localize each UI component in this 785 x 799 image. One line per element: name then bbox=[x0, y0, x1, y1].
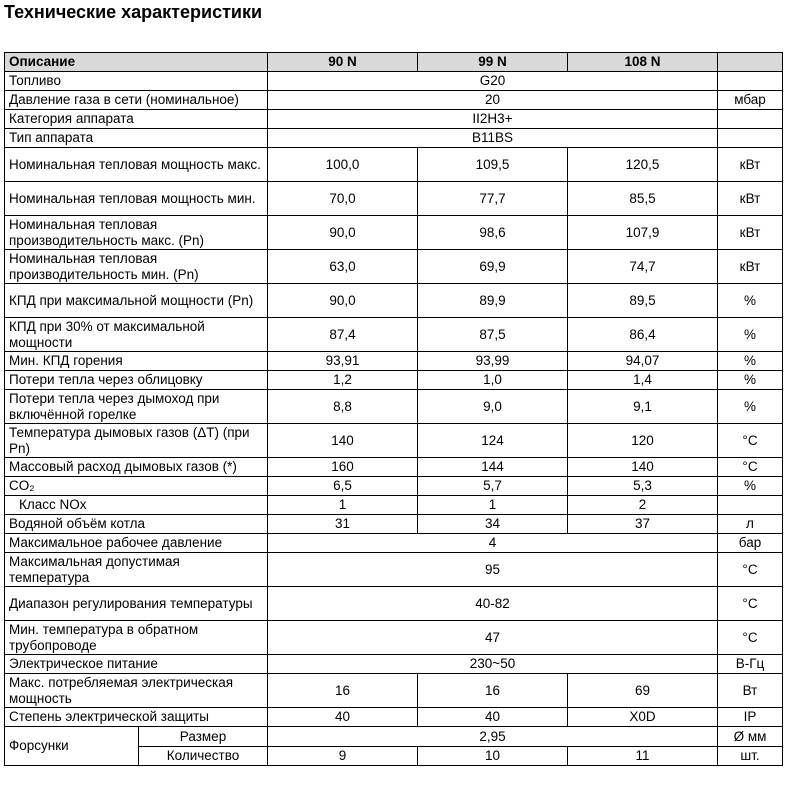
value-99n: 1,0 bbox=[418, 371, 568, 390]
row-unit: % bbox=[718, 284, 783, 318]
row-unit bbox=[718, 110, 783, 129]
value-90n: 100,0 bbox=[268, 148, 418, 182]
value-108n: 69 bbox=[568, 674, 718, 708]
table-row bbox=[5, 674, 783, 708]
row-label: Мин. температура в обратном трубопроводе bbox=[5, 621, 268, 655]
value-99n: 89,9 bbox=[418, 284, 568, 318]
table-row bbox=[5, 655, 783, 674]
value-90n: 6,5 bbox=[268, 477, 418, 496]
row-unit: шт. bbox=[718, 746, 783, 766]
row-unit: °C bbox=[718, 424, 783, 458]
row-label: Тип аппарата bbox=[5, 129, 268, 148]
value-99n: 40 bbox=[418, 708, 568, 727]
table-row bbox=[5, 216, 783, 250]
row-label: КПД при 30% от максимальной мощности bbox=[5, 318, 268, 352]
value-90n: 90,0 bbox=[268, 216, 418, 250]
table-row bbox=[5, 534, 783, 553]
row-unit: % bbox=[718, 390, 783, 424]
value-108n: 89,5 bbox=[568, 284, 718, 318]
row-label: Электрическое питание bbox=[5, 655, 268, 674]
row-unit: % bbox=[718, 371, 783, 390]
table-row bbox=[5, 477, 783, 496]
value-99n: 69,9 bbox=[418, 250, 568, 284]
row-value: 2,95 bbox=[268, 727, 718, 747]
table-row bbox=[5, 182, 783, 216]
row-label: Максимальная допустимая температура bbox=[5, 553, 268, 587]
row-label: Номинальная тепловая производительность мин. (Pn) bbox=[5, 250, 268, 284]
nozzles-count-label: Количество bbox=[166, 748, 240, 763]
value-108n: 11 bbox=[568, 746, 718, 766]
value-90n: 1,2 bbox=[268, 371, 418, 390]
row-value: 4 bbox=[268, 534, 718, 553]
table-row bbox=[5, 390, 783, 424]
value-108n: 5,3 bbox=[568, 477, 718, 496]
row-label: КПД при максимальной мощности (Pn) bbox=[5, 284, 268, 318]
row-unit: В-Гц bbox=[718, 655, 783, 674]
value-90n: 31 bbox=[268, 515, 418, 534]
table-row bbox=[5, 515, 783, 534]
row-value: II2H3+ bbox=[268, 110, 718, 129]
row-label: Массовый расход дымовых газов (*) bbox=[5, 458, 268, 477]
value-90n: 140 bbox=[268, 424, 418, 458]
row-label: Максимальное рабочее давление bbox=[5, 534, 268, 553]
value-90n: 87,4 bbox=[268, 318, 418, 352]
header-unit bbox=[718, 53, 783, 72]
value-90n: 1 bbox=[268, 496, 418, 515]
value-90n: 8,8 bbox=[268, 390, 418, 424]
row-label: Водяной объём котла bbox=[5, 515, 268, 534]
value-90n: 93,91 bbox=[268, 352, 418, 371]
header-model-90n: 90 N bbox=[268, 53, 418, 72]
table-row bbox=[5, 129, 783, 148]
value-99n: 34 bbox=[418, 515, 568, 534]
value-108n: 9,1 bbox=[568, 390, 718, 424]
table-row bbox=[5, 318, 783, 352]
row-unit bbox=[718, 129, 783, 148]
row-value: 47 bbox=[268, 621, 718, 655]
value-90n: 90,0 bbox=[268, 284, 418, 318]
table-row bbox=[5, 727, 783, 747]
value-90n: 40 bbox=[268, 708, 418, 727]
table-header-row bbox=[5, 53, 783, 72]
row-value: 95 bbox=[268, 553, 718, 587]
row-unit: °C bbox=[718, 621, 783, 655]
value-108n: 74,7 bbox=[568, 250, 718, 284]
value-90n: 160 bbox=[268, 458, 418, 477]
table-row bbox=[5, 250, 783, 284]
header-model-108n: 108 N bbox=[568, 53, 718, 72]
row-label: Давление газа в сети (номинальное) bbox=[5, 91, 268, 110]
value-99n: 144 bbox=[418, 458, 568, 477]
value-99n: 16 bbox=[418, 674, 568, 708]
row-label: Категория аппарата bbox=[5, 110, 268, 129]
value-90n: 16 bbox=[268, 674, 418, 708]
row-label: Макс. потребляемая электрическая мощность bbox=[5, 674, 268, 708]
table-row bbox=[5, 621, 783, 655]
nozzles-cell bbox=[5, 727, 268, 766]
row-unit: кВт bbox=[718, 148, 783, 182]
page-title: Технические характеристики bbox=[4, 2, 263, 22]
row-unit: % bbox=[718, 318, 783, 352]
value-108n: 85,5 bbox=[568, 182, 718, 216]
value-108n: 120 bbox=[568, 424, 718, 458]
row-unit: °C bbox=[718, 587, 783, 621]
row-label: Потери тепла через облицовку bbox=[5, 371, 268, 390]
table-row bbox=[5, 708, 783, 727]
row-value: 230~50 bbox=[268, 655, 718, 674]
row-unit: кВт bbox=[718, 182, 783, 216]
row-unit: кВт bbox=[718, 216, 783, 250]
row-unit: Ø мм bbox=[718, 727, 783, 747]
table-row bbox=[5, 424, 783, 458]
table-row bbox=[5, 110, 783, 129]
table-row bbox=[5, 284, 783, 318]
value-108n: 2 bbox=[568, 496, 718, 515]
value-99n: 9,0 bbox=[418, 390, 568, 424]
row-unit: °C bbox=[718, 458, 783, 477]
value-99n: 124 bbox=[418, 424, 568, 458]
value-99n: 109,5 bbox=[418, 148, 568, 182]
row-value: G20 bbox=[268, 72, 718, 91]
row-value: 40-82 bbox=[268, 587, 718, 621]
value-108n: 120,5 bbox=[568, 148, 718, 182]
row-label: Потери тепла через дымоход при включённой горелке bbox=[5, 390, 268, 424]
row-unit: IP bbox=[718, 708, 783, 727]
row-unit: Вт bbox=[718, 674, 783, 708]
row-label: Степень электрической защиты bbox=[5, 708, 268, 727]
value-99n: 10 bbox=[418, 746, 568, 766]
value-99n: 93,99 bbox=[418, 352, 568, 371]
row-label: Номинальная тепловая мощность мин. bbox=[5, 182, 268, 216]
value-108n: 1,4 bbox=[568, 371, 718, 390]
row-label: Номинальная тепловая производительность макс. (Pn) bbox=[5, 216, 268, 250]
row-label: Класс NOx bbox=[5, 496, 268, 515]
value-99n: 98,6 bbox=[418, 216, 568, 250]
value-90n: 70,0 bbox=[268, 182, 418, 216]
value-108n: X0D bbox=[568, 708, 718, 727]
value-108n: 107,9 bbox=[568, 216, 718, 250]
table-row bbox=[5, 496, 783, 515]
row-label: Мин. КПД горения bbox=[5, 352, 268, 371]
value-99n: 5,7 bbox=[418, 477, 568, 496]
row-value: 20 bbox=[268, 91, 718, 110]
row-unit: кВт bbox=[718, 250, 783, 284]
row-unit: % bbox=[718, 352, 783, 371]
value-108n: 37 bbox=[568, 515, 718, 534]
value-99n: 87,5 bbox=[418, 318, 568, 352]
spec-table bbox=[4, 52, 783, 766]
row-unit: мбар bbox=[718, 91, 783, 110]
row-label: CO₂ bbox=[5, 477, 268, 496]
row-unit: бар bbox=[718, 534, 783, 553]
row-unit: л bbox=[718, 515, 783, 534]
row-label: Форсунки bbox=[5, 727, 139, 765]
row-unit: % bbox=[718, 477, 783, 496]
row-label: Номинальная тепловая мощность макс. bbox=[5, 148, 268, 182]
table-row bbox=[5, 72, 783, 91]
value-90n: 9 bbox=[268, 746, 418, 766]
row-label: Температура дымовых газов (ΔT) (при Pn) bbox=[5, 424, 268, 458]
table-row bbox=[5, 91, 783, 110]
value-90n: 63,0 bbox=[268, 250, 418, 284]
row-label: Диапазон регулирования температуры bbox=[5, 587, 268, 621]
value-99n: 77,7 bbox=[418, 182, 568, 216]
table-row bbox=[5, 587, 783, 621]
nozzles-size-label: Размер bbox=[139, 727, 267, 747]
header-model-99n: 99 N bbox=[418, 53, 568, 72]
table-row bbox=[5, 458, 783, 477]
table-row bbox=[5, 553, 783, 587]
value-108n: 94,07 bbox=[568, 352, 718, 371]
row-label: Топливо bbox=[5, 72, 268, 91]
header-description: Описание bbox=[5, 53, 268, 72]
table-row bbox=[5, 371, 783, 390]
row-unit: °C bbox=[718, 553, 783, 587]
row-unit bbox=[718, 496, 783, 515]
value-108n: 140 bbox=[568, 458, 718, 477]
row-unit bbox=[718, 72, 783, 91]
row-value: B11BS bbox=[268, 129, 718, 148]
value-108n: 86,4 bbox=[568, 318, 718, 352]
value-99n: 1 bbox=[418, 496, 568, 515]
table-row bbox=[5, 148, 783, 182]
table-row bbox=[5, 352, 783, 371]
